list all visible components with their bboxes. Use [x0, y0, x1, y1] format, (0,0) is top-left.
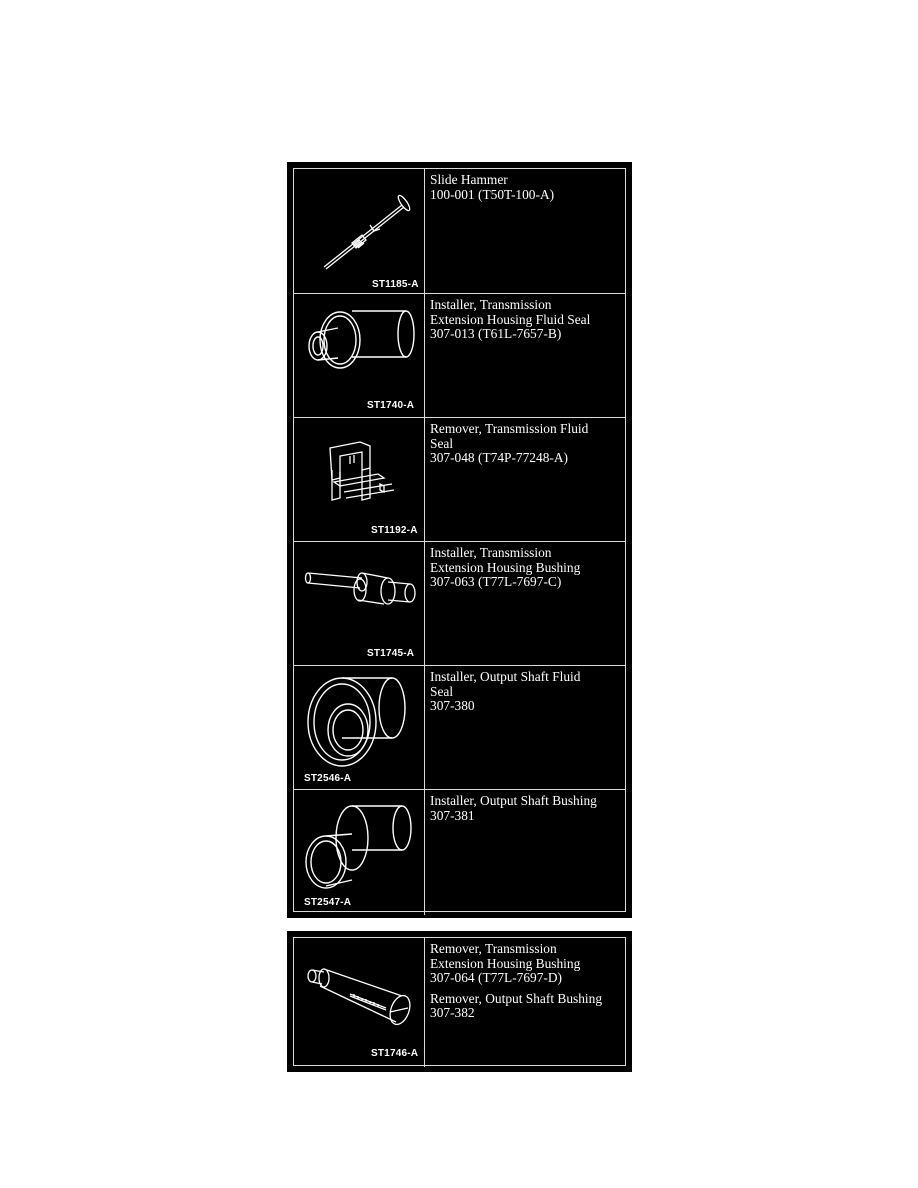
tool-description [430, 546, 619, 590]
tool-code: ST2546-A [304, 773, 352, 784]
tool-image-cell [294, 790, 425, 915]
tool-description-text: Slide Hammer 100-001 (T50T-100-A) [430, 172, 555, 202]
table-row [294, 542, 625, 666]
tool-code: ST2547-A [304, 897, 352, 908]
bushing-remover-icon [294, 938, 425, 1066]
tool-code: ST1745-A [367, 648, 415, 659]
tool-description [430, 942, 619, 1021]
table-row [294, 169, 625, 294]
tool-code: ST1746-A [371, 1048, 419, 1059]
table-row [294, 938, 625, 1067]
table-row [294, 666, 625, 790]
tool-image-cell [294, 418, 425, 541]
tool-description [430, 794, 619, 823]
tool-code: ST1740-A [367, 400, 415, 411]
table-frame [293, 168, 626, 912]
tool-description-text: Installer, Transmission Extension Housing Bushing 307-063 (T77L-7697-C) [430, 545, 581, 590]
tool-image-cell [294, 666, 425, 789]
tool-description [430, 670, 619, 714]
tool-image-cell [294, 169, 425, 293]
tool-description-text: Installer, Transmission Extension Housing Fluid Seal 307-013 (T61L-7657-B) [430, 297, 591, 342]
tool-code: ST1192-A [371, 525, 418, 536]
table-row [294, 294, 625, 418]
output-bushing-installer-icon [294, 790, 425, 914]
tool-code: ST1185-A [372, 279, 419, 290]
special-tools-table [287, 162, 632, 918]
tool-description [430, 422, 619, 466]
table-row [294, 418, 625, 542]
slide-hammer-icon [294, 169, 425, 293]
tool-description-text: Installer, Output Shaft Bushing 307-381 [430, 793, 597, 823]
tool-image-cell [294, 938, 425, 1067]
table-frame [293, 937, 626, 1066]
tool-image-cell [294, 294, 425, 417]
tool-description-text: Installer, Output Shaft Fluid Seal 307-380 [430, 669, 581, 714]
tool-description-text: Remover, Transmission Extension Housing Bushing 307-064 (T77L-7697-D) [430, 941, 581, 986]
tool-image-cell [294, 542, 425, 665]
tool-description-text: Remover, Transmission Fluid Seal 307-048 (T74P-77248-A) [430, 421, 589, 466]
seal-remover-icon [294, 418, 425, 541]
bushing-installer-icon [294, 542, 425, 665]
output-seal-installer-icon [294, 666, 425, 789]
special-tools-table-2 [287, 931, 632, 1072]
tool-description-text: Remover, Output Shaft Bushing 307-382 [430, 990, 603, 1021]
table-row [294, 790, 625, 915]
seal-installer-icon [294, 294, 425, 417]
tool-description [430, 173, 619, 202]
tool-description [430, 298, 619, 342]
